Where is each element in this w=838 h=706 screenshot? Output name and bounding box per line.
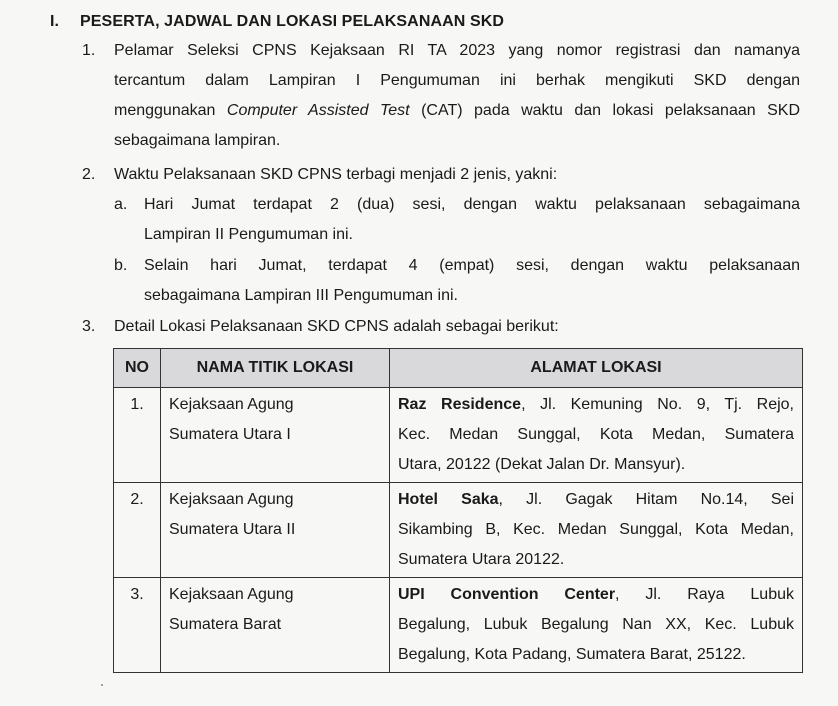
header-address: ALAMAT LOKASI [390, 349, 803, 388]
venue-name: Raz Residence [398, 396, 522, 413]
location-name-line: Sumatera Utara II [169, 521, 296, 538]
table-row [114, 388, 803, 483]
row-number: 2. [114, 483, 161, 578]
list-item-text: Detail Lokasi Pelaksanaan SKD CPNS adalah sebagai berikut: [114, 318, 559, 335]
text-line: Hari Jumat terdapat 2 (dua) sesi, dengan waktu pelaksanaan sebagaimana [144, 196, 800, 213]
list-item-number: 1. [82, 42, 96, 59]
address-fragment: , Jl. Gagak Hitam No.14, Sei [498, 491, 795, 508]
sub-item-letter: a. [114, 196, 128, 213]
sub-item-letter: b. [114, 257, 128, 274]
location-name [161, 483, 390, 578]
text-line: Selain hari Jumat, terdapat 4 (empat) sesi, dengan waktu pelaksanaan [144, 257, 800, 274]
address-fragment: , Jl. Raya Lubuk [615, 586, 794, 603]
list-item-text-wrap [114, 312, 800, 342]
list-item-number: 2. [82, 166, 96, 183]
venue-name: Hotel Saka [398, 491, 499, 508]
address-line: Begalung, Kota Padang, Sumatera Barat, 25122. [398, 646, 746, 663]
scan-speck [101, 684, 103, 686]
list-item-text-wrap [114, 160, 800, 190]
list-item-text [114, 36, 800, 156]
text-fragment: menggunakan [114, 102, 227, 119]
address-line: Sumatera Utara 20122. [398, 551, 565, 568]
section-title: PESERTA, JADWAL DAN LOKASI PELAKSANAAN SKD [80, 13, 505, 30]
sub-item-a [0, 190, 838, 250]
header-no: NO [114, 349, 161, 388]
sub-item-text [144, 251, 800, 311]
location-name [161, 578, 390, 673]
address-line: Kec. Medan Sunggal, Kota Medan, Sumatera [398, 426, 794, 443]
venue-name: UPI Convention Center [398, 586, 616, 603]
list-item-2 [0, 160, 838, 190]
list-item-number: 3. [82, 318, 96, 335]
list-item-3 [0, 312, 838, 342]
table-row [114, 578, 803, 673]
text-fragment: (CAT) pada waktu dan lokasi pelaksanaan SKD [409, 102, 801, 119]
location-name-line: Kejaksaan Agung [169, 586, 294, 603]
text-line: Lampiran II Pengumuman ini. [144, 226, 353, 243]
address-line: Sikambing B, Kec. Medan Sunggal, Kota Medan, [398, 521, 794, 538]
section-number: I. [50, 13, 60, 30]
location-name-line: Sumatera Utara I [169, 426, 291, 443]
section-heading [50, 10, 504, 34]
address-line [398, 390, 794, 420]
location-name-line: Kejaksaan Agung [169, 491, 294, 508]
location-name-line: Sumatera Barat [169, 616, 282, 633]
location-table [113, 348, 803, 673]
address-line: Begalung, Lubuk Begalung Nan XX, Kec. Lubuk [398, 616, 794, 633]
text-line: sebagaimana lampiran. [114, 132, 281, 149]
text-line [114, 96, 800, 126]
italic-term: Computer Assisted Test [226, 102, 410, 119]
text-line: tercantum dalam Lampiran I Pengumuman ini berhak mengikuti SKD dengan [114, 72, 800, 89]
row-number: 3. [114, 578, 161, 673]
sub-item-text [144, 190, 800, 250]
address-line [398, 485, 794, 515]
location-address [390, 578, 803, 673]
address-line [398, 580, 794, 610]
address-fragment: , Jl. Kemuning No. 9, Tj. Rejo, [521, 396, 795, 413]
location-address [390, 483, 803, 578]
location-name-line: Kejaksaan Agung [169, 396, 294, 413]
list-item-text: Waktu Pelaksanaan SKD CPNS terbagi menjadi 2 jenis, yakni: [114, 166, 558, 183]
table-header-row [114, 349, 803, 388]
location-name [161, 388, 390, 483]
location-address [390, 388, 803, 483]
sub-item-b [0, 251, 838, 311]
text-line: Pelamar Seleksi CPNS Kejaksaan RI TA 2023 yang nomor registrasi dan namanya [114, 42, 800, 59]
header-location-name: NAMA TITIK LOKASI [161, 349, 390, 388]
list-item-1 [0, 36, 838, 158]
text-line: sebagaimana Lampiran III Pengumuman ini. [144, 287, 458, 304]
row-number: 1. [114, 388, 161, 483]
address-line: Utara, 20122 (Dekat Jalan Dr. Mansyur). [398, 456, 686, 473]
table-row [114, 483, 803, 578]
